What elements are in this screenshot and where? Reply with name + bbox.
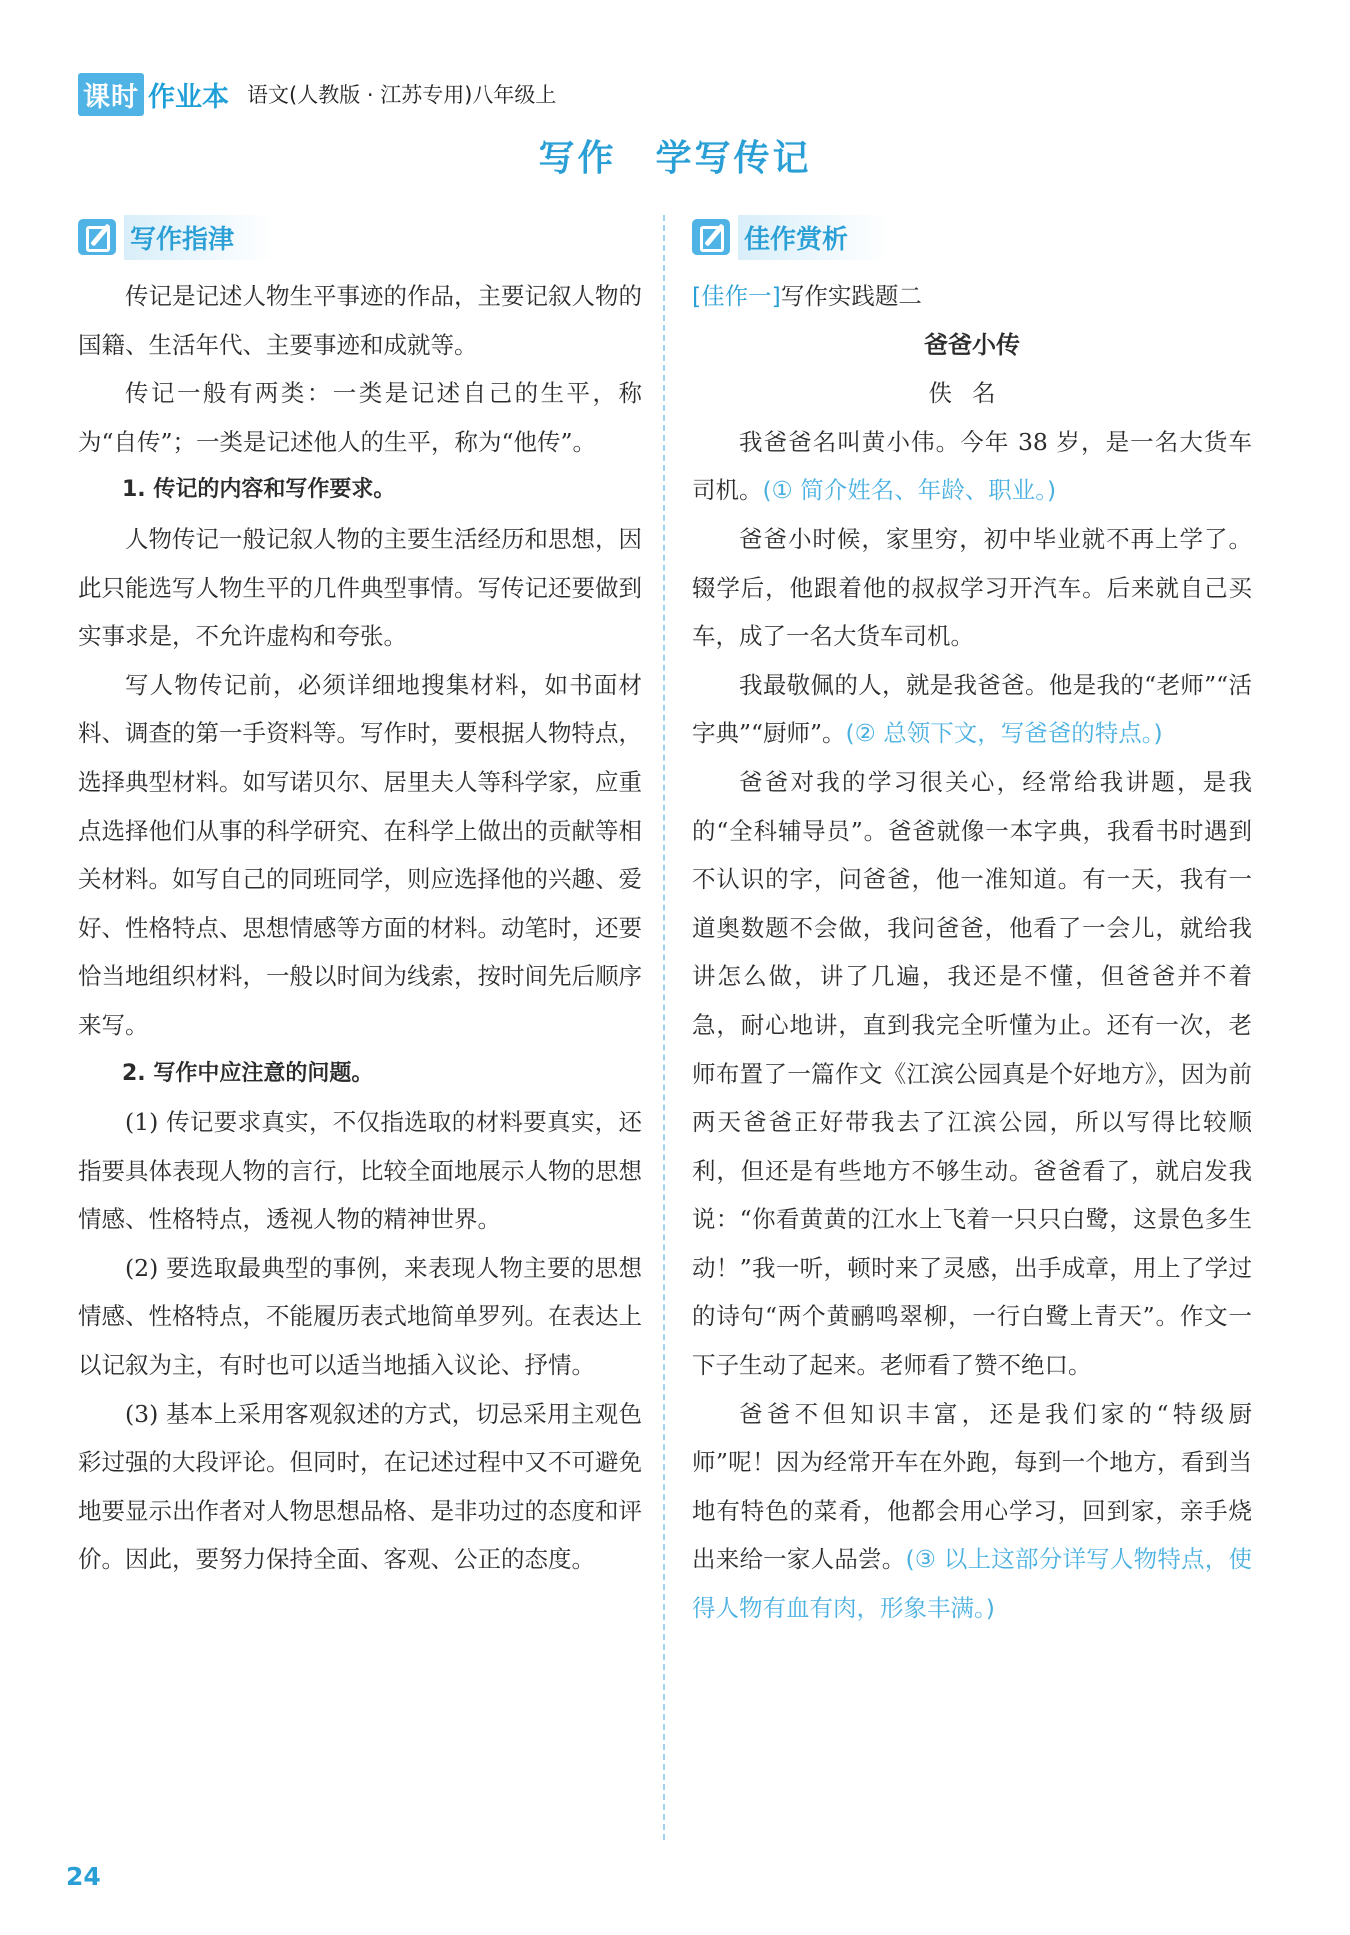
page-number: 24 [66,1862,101,1891]
essay-text: 爸爸不但知识丰富，还是我们家的“特级厨师”呢！因为经常开车在外跑，每到一个地方，看到当地有特色的菜肴，他都会用心学习，回到家，亲手烧出来给一家人品尝。 [692,1399,1252,1574]
essay-text: 我最敬佩的人，就是我爸爸。他是我的“老师”“活字典”“厨师”。 [692,670,1252,748]
essay-paragraph: 爸爸对我的学习很关心，经常给我讲题，是我的“全科辅导员”。爸爸就像一本字典，我看书时遇到不认识的字，问爸爸，他一准知道。有一天，我有一道奥数题不会做，我问爸爸，他看了一会儿，就给我讲怎么做，讲了几遍，我还是不懂，但爸爸并不着急，耐心地讲，直到我完全听懂为止。还有一次，老师布置了一篇作文《江滨公园真是个好地方》，因为前两天爸爸正好带我去了江滨公园，所以写得比较顺利，但还是有些地方不够生动。爸爸看了，就启发我说：“你看黄黄的江水上飞着一只只白鹭，这景色多生动！”我一听，顿时来了灵感，出手成章，用上了学过的诗句“两个黄鹂鸣翠柳，一行白鹭上青天”。作文一下子生动了起来。老师看了赞不绝口。 [692,767,1252,1380]
section-label: 佳作赏析 [738,215,888,260]
annotation-note: (② 总领下文，写爸爸的特点。) [845,719,1163,748]
essay-title: 爸爸小传 [924,330,1020,359]
page-title: 写作 学写传记 [538,138,812,179]
section-head-essay-appreciation [692,213,888,261]
pencil-note-icon [692,219,730,255]
paragraph: 写人物传记前，必须详细地搜集材料，如书面材料、调查的第一手资料等。写作时，要根据人物特点，选择典型材料。如写诺贝尔、居里夫人等科学家，应重点选择他们从事的科学研究、在科学上做出的贡献等相关材料。如写自己的同班同学，则应选择他的兴趣、爱好、性格特点、思想情感等方面的材料。动笔时，还要恰当地组织材料，一般以时间为线索，按时间先后顺序来写。 [78,670,642,1039]
section-label: 写作指津 [124,215,274,260]
pencil-note-icon [78,219,116,255]
subheading: 1. 传记的内容和写作要求。 [122,477,396,503]
essay-tag-line [692,272,1252,321]
essay-paragraph: 爸爸小时候，家里穷，初中毕业就不再上学了。辍学后，他跟着他的叔叔学习开汽车。后来就自己买车，成了一名大货车司机。 [692,524,1252,651]
paragraph: 传记一般有两类：一类是记述自己的生平，称为“自传”；一类是记述他人的生平，称为“他传”。 [78,379,642,456]
subject-line: 语文(人教版 · 江苏专用)八年级上 [247,83,557,107]
essay-tag-text: 写作实践题二 [780,282,922,310]
paragraph: (1) 传记要求真实，不仅指选取的材料要真实，还指要具体表现人物的言行，比较全面地展示人物的思想情感、性格特点，透视人物的精神世界。 [78,1108,642,1234]
paragraph: (2) 要选取最典型的事例，来表现人物主要的思想情感、性格特点，不能履历表式地简单罗列。在表达上以记叙为主，有时也可以适当地插入议论、抒情。 [78,1253,642,1380]
paragraph: 传记是记述人物生平事迹的作品，主要记叙人物的国籍、生活年代、主要事迹和成就等。 [78,282,642,359]
essay-tag: [佳作一] [692,282,781,310]
section-head-writing-guide [78,213,274,261]
column-divider [663,215,665,1840]
left-column-text [78,272,642,1584]
book-header [78,72,556,116]
paragraph: (3) 基本上采用客观叙述的方式，切忌采用主观色彩过强的大段评论。但同时，在记述过程中又不可避免地要显示出作者对人物思想品格、是非功过的态度和评价。因此，要努力保持全面、客观、公正的态度。 [78,1399,642,1574]
logo-highlight: 课时 [78,73,144,116]
subheading: 2. 写作中应注意的问题。 [122,1060,374,1086]
essay-author: 佚名 [928,379,1016,408]
annotation-note: (① 简介姓名、年龄、职业。) [762,476,1057,505]
essay-paragraph [692,1390,1252,1633]
right-column-text [692,272,1252,1633]
annotation-note: (③ 以上这部分详写人物特点，使得人物有血有肉，形象丰满。) [692,1545,1252,1623]
essay-text: 我爸爸名叫黄小伟。今年 38 岁，是一名大货车司机。 [692,427,1252,505]
essay-paragraph [692,661,1252,758]
paragraph: 人物传记一般记叙人物的主要生活经历和思想，因此只能选写人物生平的几件典型事情。写传记还要做到实事求是，不允许虚构和夸张。 [78,524,642,651]
logo-text: 作业本 [148,81,229,113]
essay-paragraph [692,418,1252,515]
